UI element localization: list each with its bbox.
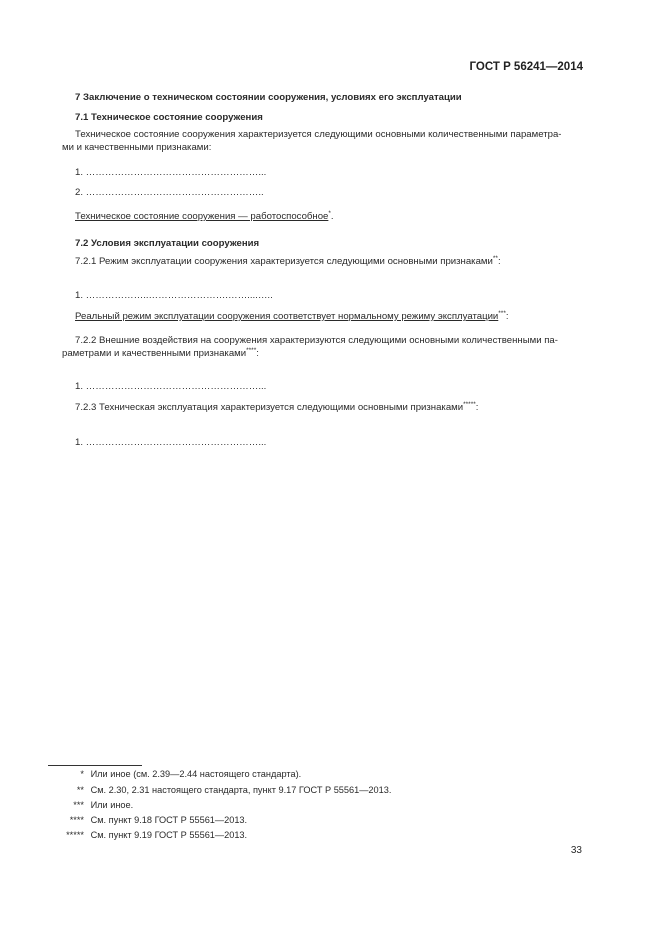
footnote-5-text: См. пункт 9.19 ГОСТ Р 55561—2013. <box>90 830 248 840</box>
real-mode-footnote-mark: *** <box>498 309 506 317</box>
technical-state-conclusion <box>75 210 334 223</box>
footnote-4 <box>48 814 247 827</box>
section-7-title: 7 Заключение о техническом состоянии сооружения, условиях его эксплуатации <box>75 92 462 103</box>
paragraph-7-2-2-line2-text: раметрами и качественными признаками <box>62 348 247 359</box>
paragraph-7-2-2-item-1: 1. ………………………………………………... <box>75 381 267 392</box>
paragraph-7-2-2-footnote-mark: **** <box>246 346 257 354</box>
section-7-1-item-1: 1. ………………………………………………... <box>75 167 267 178</box>
section-7-2-title: 7.2 Условия эксплуатации сооружения <box>75 238 260 249</box>
section-7-1-intro-line2: ми и качественными признаками: <box>62 142 212 153</box>
footnote-1 <box>48 768 301 781</box>
conclusion-end: . <box>330 211 334 222</box>
paragraph-7-2-3-footnote-mark: ***** <box>463 400 476 408</box>
footnote-4-mark: **** <box>69 815 84 825</box>
footnote-1-mark: * <box>80 769 84 779</box>
section-7-1-item-2: 2. ……………………………………………….. <box>75 187 264 198</box>
paragraph-7-2-3-text: 7.2.3 Техническая эксплуатация характеризуется следующими основными признаками <box>75 402 464 413</box>
paragraph-7-2-1-item-1: 1. ………………..…………………….……....….. <box>75 290 273 301</box>
paragraph-7-2-3-item-1: 1. ………………………………………………... <box>75 437 267 448</box>
footnote-2 <box>48 784 391 797</box>
paragraph-7-2-2-end: : <box>256 348 259 359</box>
footnote-5-mark: ***** <box>66 830 84 840</box>
section-7-1-title: 7.1 Техническое состояние сооружения <box>75 112 263 123</box>
document-id-header: ГОСТ Р 56241—2014 <box>469 61 583 73</box>
paragraph-7-2-1-end: : <box>497 256 501 267</box>
conclusion-footnote-mark: * <box>328 209 331 217</box>
conclusion-text: Техническое состояние сооружения — работоспособное <box>75 211 329 222</box>
real-mode-statement <box>75 310 509 323</box>
page-number: 33 <box>570 845 582 856</box>
paragraph-7-2-3 <box>75 401 478 414</box>
paragraph-7-2-1-text: 7.2.1 Режим эксплуатации сооружения характеризуется следующими основными признаками <box>75 256 493 267</box>
footnote-2-mark: ** <box>76 785 84 795</box>
paragraph-7-2-1-footnote-mark: ** <box>492 254 498 262</box>
footnote-3 <box>48 799 133 812</box>
paragraph-7-2-1 <box>75 255 501 268</box>
footnote-1-text: Или иное (см. 2.39—2.44 настоящего стандарта). <box>90 769 302 779</box>
footnote-3-text: Или иное. <box>90 800 134 810</box>
real-mode-text: Реальный режим эксплуатации сооружения соответствует нормальному режиму эксплуатации <box>75 311 499 322</box>
footnote-4-text: См. пункт 9.18 ГОСТ Р 55561—2013. <box>90 815 248 825</box>
section-7-1-intro-line1: Техническое состояние сооружения характеризуется следующими основными количественными параметра- <box>75 129 562 140</box>
footnote-3-mark: *** <box>73 800 84 810</box>
footnote-5 <box>48 829 247 842</box>
footnote-separator <box>48 765 142 766</box>
footnote-2-text: См. 2.30, 2.31 настоящего стандарта, пункт 9.17 ГОСТ Р 55561—2013. <box>90 785 392 795</box>
paragraph-7-2-2-line1: 7.2.2 Внешние воздействия на сооружения характеризуются следующими основными количественными па- <box>75 335 558 346</box>
paragraph-7-2-2-line2 <box>62 347 259 360</box>
real-mode-end: : <box>505 311 509 322</box>
paragraph-7-2-3-end: : <box>475 402 479 413</box>
